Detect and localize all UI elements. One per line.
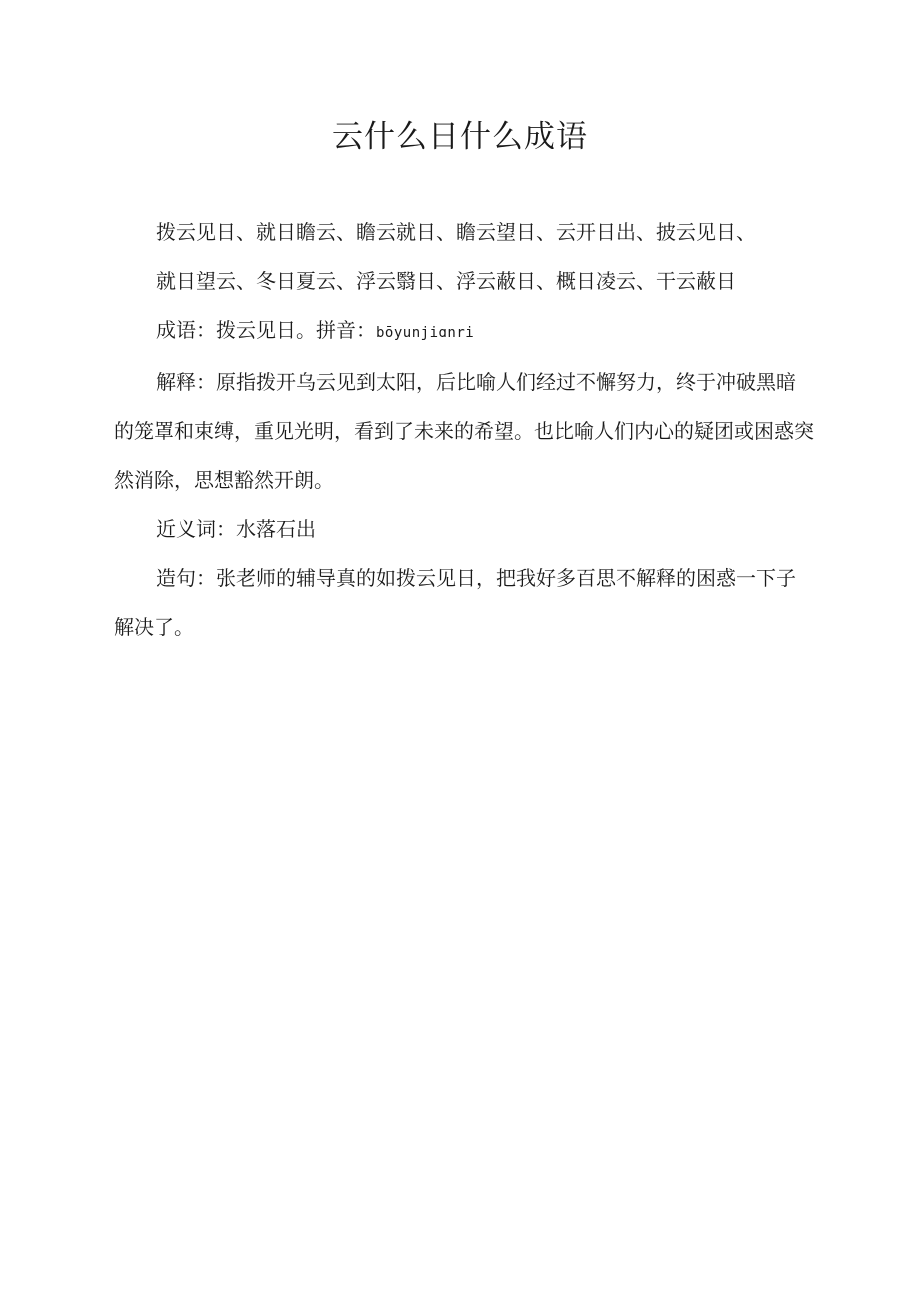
- example-paragraph: 造句：张老师的辅导真的如拨云见日，把我好多百思不解释的困惑一下子解决了。: [114, 566, 796, 639]
- idiom-list-line-1: 拨云见日、就日瞻云、瞻云就日、瞻云望日、云开日出、披云见日、: [156, 220, 756, 244]
- idiom-list-line-2: 就日望云、冬日夏云、浮云翳日、浮云蔽日、概日凌云、干云蔽日: [156, 269, 736, 293]
- document-title: 云什么日什么成语: [332, 119, 588, 155]
- explanation-paragraph: 解释：原指拨开乌云见到太阳，后比喻人们经过不懈努力，终于冲破黑暗的笼罩和束缚，重见光明，看到了未来的希望。也比喻人们内心的疑团或困惑突然消除，思想豁然开朗。: [114, 370, 814, 492]
- idiom-label: 成语：拨云见日。拼音：: [156, 318, 376, 342]
- idiom-pinyin-line: [114, 306, 814, 358]
- pinyin-text: bōyunjiɑnri: [376, 325, 475, 341]
- document-body: [114, 208, 814, 652]
- synonym-line: 近义词：水落石出: [156, 517, 316, 541]
